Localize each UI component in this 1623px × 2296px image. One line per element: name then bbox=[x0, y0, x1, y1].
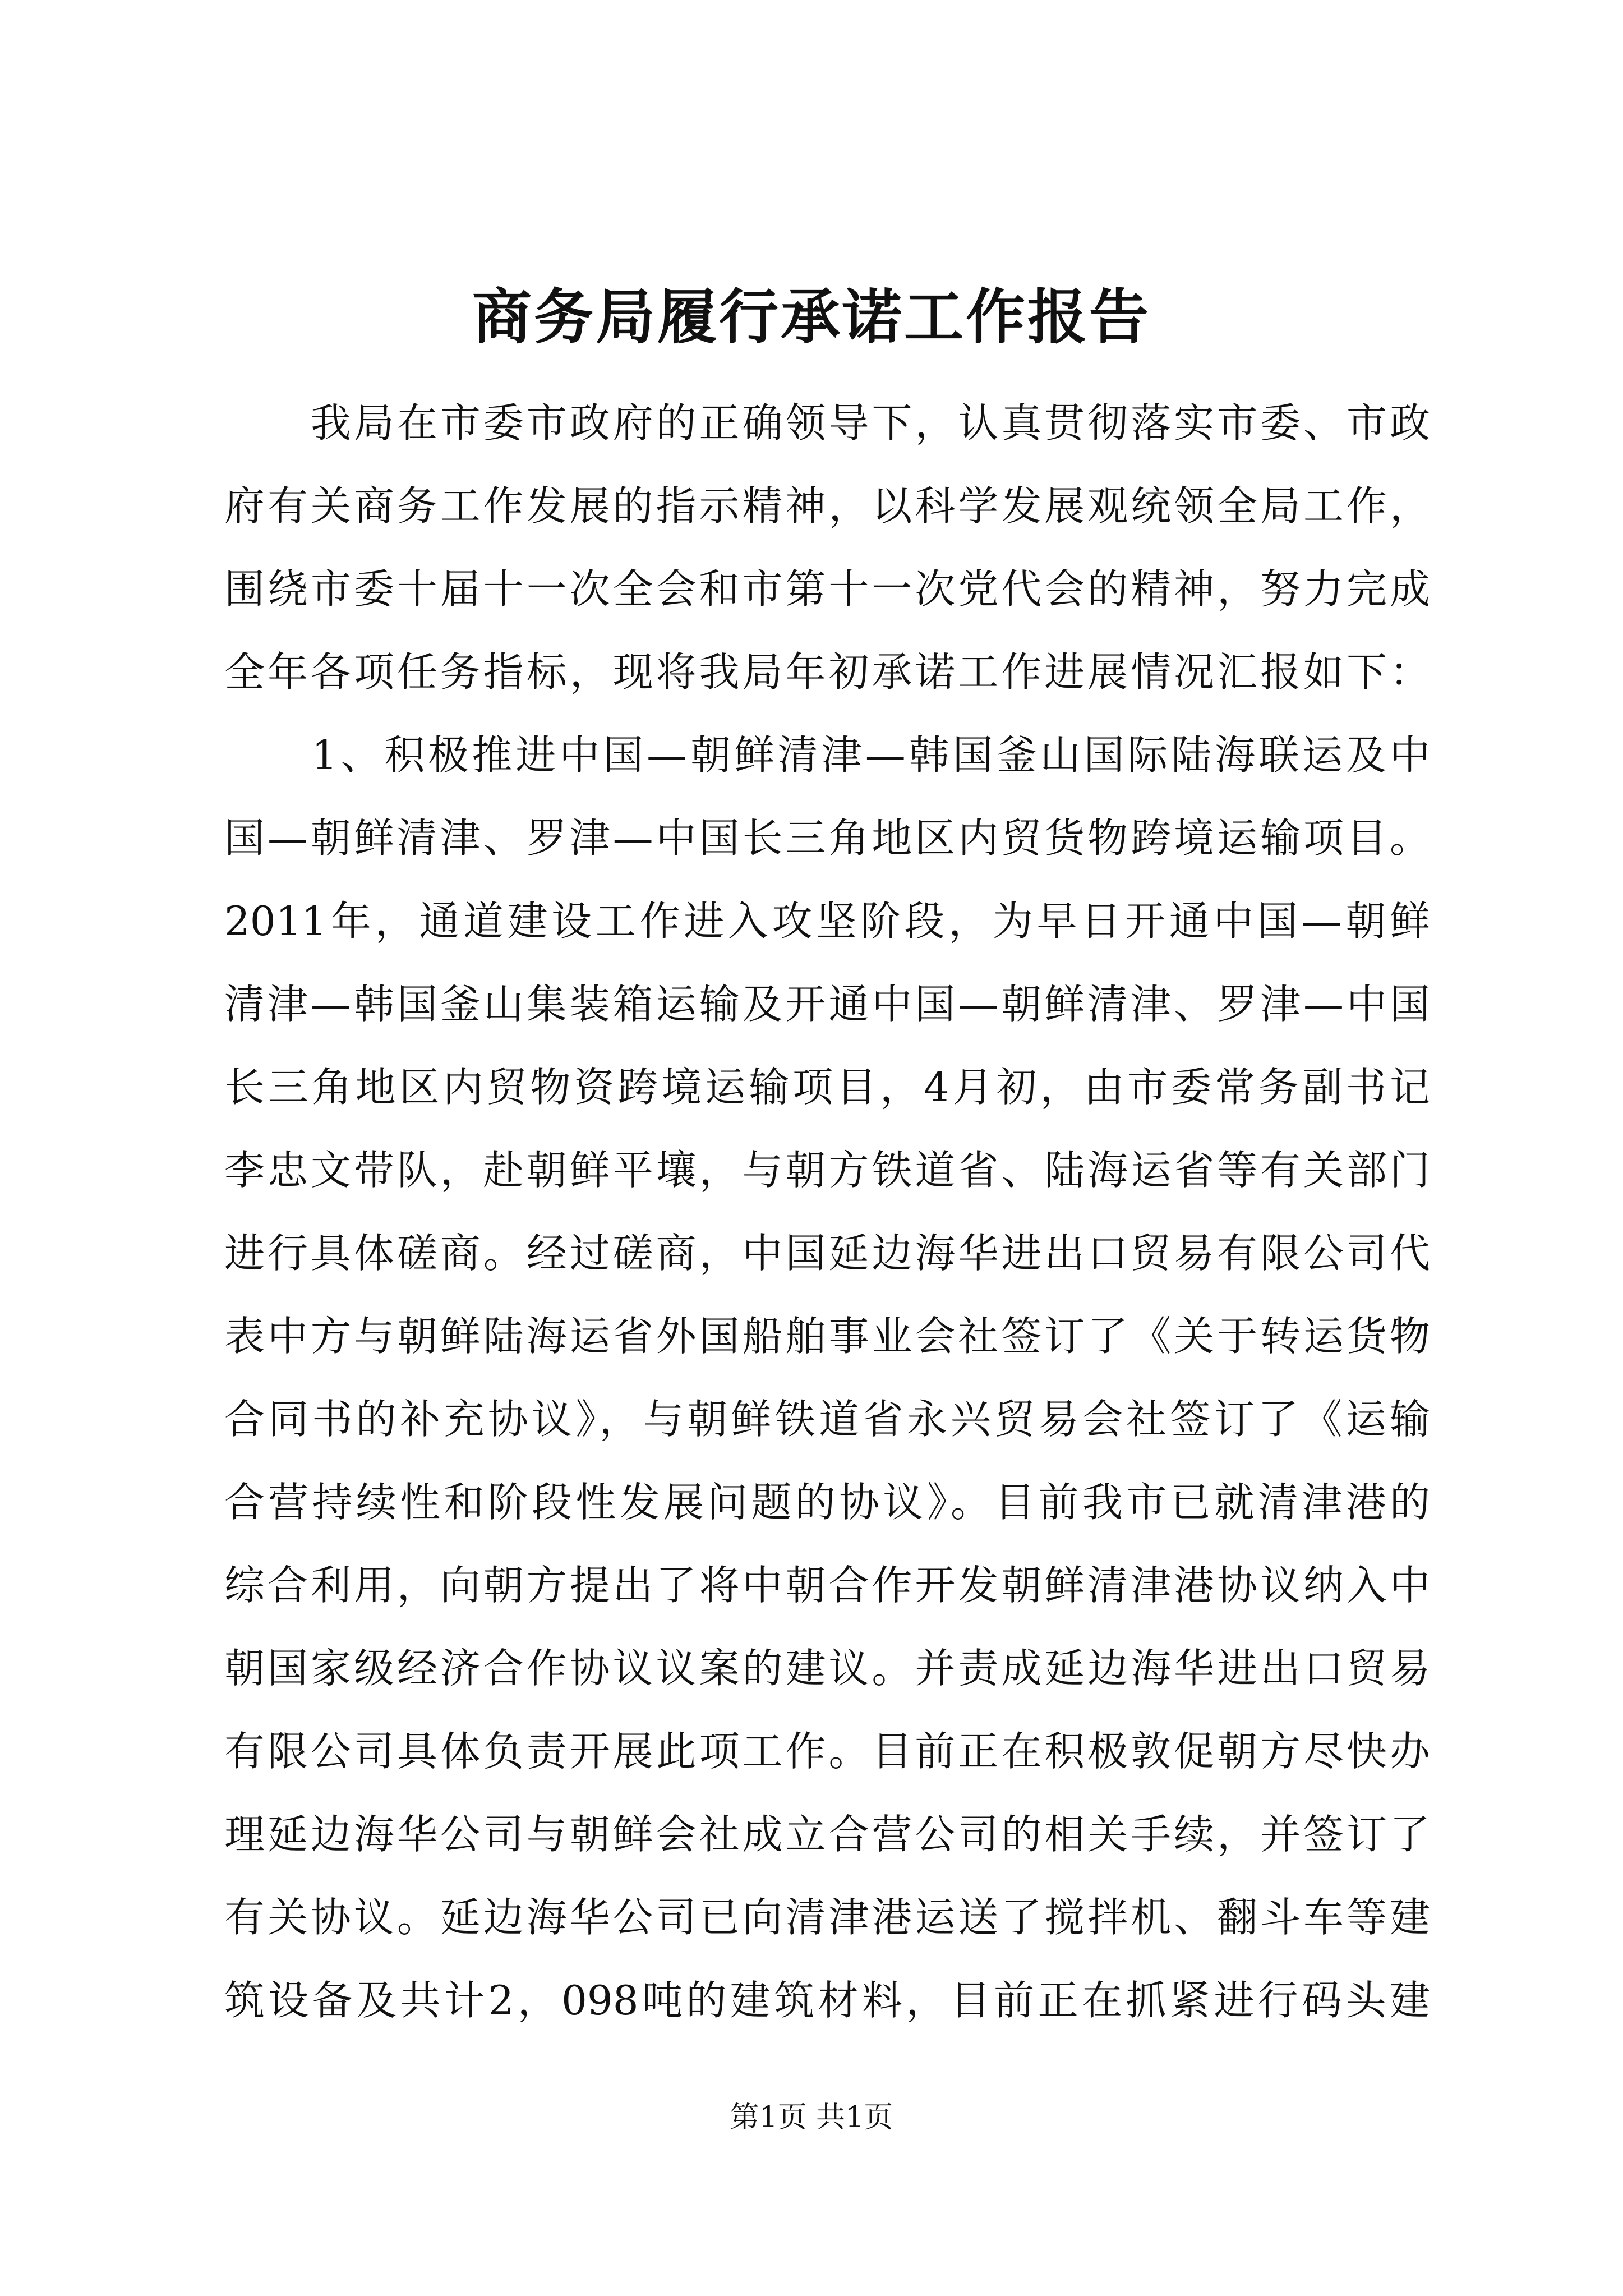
body-line: 围绕市委十届十一次全会和市第十一次党代会的精神，努力完成 bbox=[224, 565, 1430, 613]
body-line: 清津—韩国釜山集装箱运输及开通中国—朝鲜清津、罗津—中国 bbox=[224, 981, 1430, 1028]
body-line: 2011年，通道建设工作进入攻坚阶段，为早日开通中国—朝鲜 bbox=[224, 898, 1430, 945]
document-title: 商务局履行承诺工作报告 bbox=[472, 282, 1151, 352]
body-line: 合营持续性和阶段性发展问题的协议》。目前我市已就清津港的 bbox=[224, 1479, 1430, 1526]
body-line: 有限公司具体负责开展此项工作。目前正在积极敦促朝方尽快办 bbox=[224, 1728, 1430, 1775]
body-line: 有关协议。延边海华公司已向清津港运送了搅拌机、翻斗车等建 bbox=[224, 1894, 1430, 1941]
body-line: 长三角地区内贸物资跨境运输项目，4月初，由市委常务副书记 bbox=[224, 1064, 1430, 1111]
page-footer: 第1页 共1页 bbox=[730, 2101, 893, 2134]
body-line: 朝国家级经济合作协议议案的建议。并责成延边海华进出口贸易 bbox=[224, 1645, 1430, 1692]
body-line: 筑设备及共计2，098吨的建筑材料，目前正在抓紧进行码头建 bbox=[224, 1977, 1430, 2024]
body-line: 表中方与朝鲜陆海运省外国船舶事业会社签订了《关于转运货物 bbox=[224, 1313, 1430, 1360]
body-line: 合同书的补充协议》，与朝鲜铁道省永兴贸易会社签订了《运输 bbox=[224, 1396, 1430, 1443]
body-line: 全年各项任务指标，现将我局年初承诺工作进展情况汇报如下： bbox=[224, 648, 1430, 696]
body-line: 府有关商务工作发展的指示精神，以科学发展观统领全局工作， bbox=[224, 482, 1430, 530]
body-line: 李忠文带队，赴朝鲜平壤，与朝方铁道省、陆海运省等有关部门 bbox=[224, 1147, 1430, 1194]
body-line: 我局在市委市政府的正确领导下，认真贯彻落实市委、市政 bbox=[224, 399, 1430, 447]
body-line: 理延边海华公司与朝鲜会社成立合营公司的相关手续，并签订了 bbox=[224, 1811, 1430, 1858]
document-body bbox=[224, 381, 1430, 2042]
body-line: 综合利用，向朝方提出了将中朝合作开发朝鲜清津港协议纳入中 bbox=[224, 1562, 1430, 1609]
body-line: 1、积极推进中国—朝鲜清津—韩国釜山国际陆海联运及中 bbox=[224, 731, 1430, 779]
body-line: 进行具体磋商。经过磋商，中国延边海华进出口贸易有限公司代 bbox=[224, 1230, 1430, 1277]
body-line: 国—朝鲜清津、罗津—中国长三角地区内贸货物跨境运输项目。 bbox=[224, 815, 1430, 862]
